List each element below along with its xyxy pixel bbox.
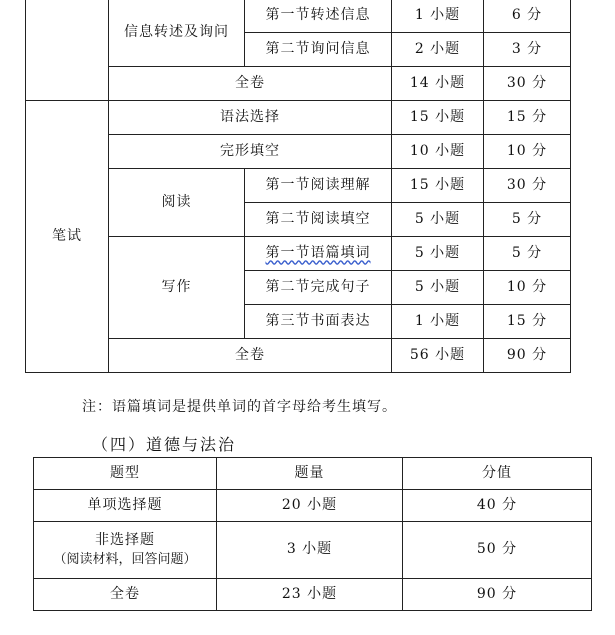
count-cell: 5 小题 (392, 203, 484, 237)
score-cell: 3 分 (484, 33, 571, 67)
grammar-label: 语法选择 (109, 101, 392, 135)
table-row (26, 101, 571, 135)
listening-category-cell (26, 0, 109, 101)
score-cell: 40 分 (403, 490, 592, 522)
score-cell: 90 分 (403, 579, 592, 611)
section-label (245, 237, 392, 271)
score-cell: 15 分 (484, 101, 571, 135)
count-cell: 5 小题 (392, 271, 484, 305)
score-cell: 10 分 (484, 271, 571, 305)
header-score: 分值 (403, 458, 592, 490)
subgroup-label: 信息转述及询问 (109, 0, 245, 67)
type-line-1: 非选择题 (95, 532, 155, 549)
score-cell: 15 分 (484, 305, 571, 339)
section-label: 第一节转述信息 (245, 0, 392, 33)
count-cell: 56 小题 (392, 339, 484, 373)
section-label: 第二节阅读填空 (245, 203, 392, 237)
section-label: 第一节阅读理解 (245, 169, 392, 203)
table-row (34, 490, 592, 522)
score-cell: 5 分 (484, 203, 571, 237)
score-cell: 30 分 (484, 169, 571, 203)
header-count: 题量 (217, 458, 403, 490)
count-cell: 1 小题 (392, 305, 484, 339)
section-label: 第三节书面表达 (245, 305, 392, 339)
header-type: 题型 (34, 458, 217, 490)
type-cell: 单项选择题 (34, 490, 217, 522)
count-cell: 14 小题 (392, 67, 484, 101)
section-title: （四）道德与法治 (92, 435, 237, 454)
total-label: 全卷 (109, 339, 392, 373)
table-row (34, 522, 592, 579)
count-cell: 20 小题 (217, 490, 403, 522)
score-cell: 50 分 (403, 522, 592, 579)
score-cell: 90 分 (484, 339, 571, 373)
exam-structure-table (25, 0, 571, 373)
count-cell: 15 小题 (392, 169, 484, 203)
score-cell: 30 分 (484, 67, 571, 101)
written-category-label: 笔试 (26, 101, 109, 373)
count-cell: 1 小题 (392, 0, 484, 33)
count-cell: 15 小题 (392, 101, 484, 135)
table-row (26, 0, 571, 33)
total-label: 全卷 (109, 67, 392, 101)
table-header-row (34, 458, 592, 490)
type-cell: 全卷 (34, 579, 217, 611)
count-cell: 5 小题 (392, 237, 484, 271)
type-line-2: （阅读材料，回答问题） (53, 551, 197, 567)
writing-label: 写作 (109, 237, 245, 339)
count-cell: 3 小题 (217, 522, 403, 579)
type-cell (34, 522, 217, 579)
table-note: 注：语篇填词是提供单词的首字母给考生填写。 (82, 399, 397, 415)
table-row (34, 579, 592, 611)
section-label: 第二节询问信息 (245, 33, 392, 67)
score-cell: 6 分 (484, 0, 571, 33)
section-label: 第二节完成句子 (245, 271, 392, 305)
score-cell: 5 分 (484, 237, 571, 271)
reading-label: 阅读 (109, 169, 245, 237)
cloze-label: 完形填空 (109, 135, 392, 169)
count-cell: 10 小题 (392, 135, 484, 169)
score-cell: 10 分 (484, 135, 571, 169)
count-cell: 23 小题 (217, 579, 403, 611)
count-cell: 2 小题 (392, 33, 484, 67)
ethics-law-table (33, 457, 592, 611)
spellcheck-underlined-text: 第一节语篇填词 (265, 244, 371, 261)
